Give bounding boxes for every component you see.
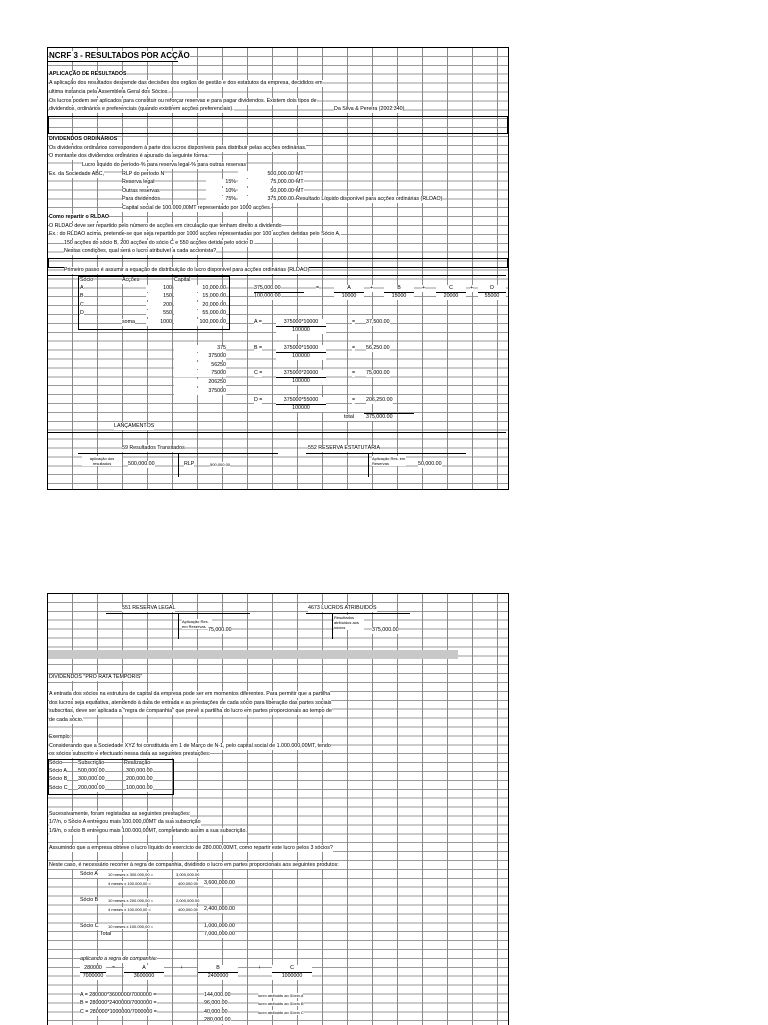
account-4673-divider (332, 613, 333, 639)
regra-c: C (272, 965, 312, 972)
dividendos-formula: Lucro líquido do período-% para reserva legal-% para outras reservas (82, 162, 246, 168)
calc-numerator: 375000*10000 (276, 319, 326, 326)
shares-soma-capital: 100,000.00 (174, 319, 226, 326)
calc-total-value: 375,000.00 (366, 414, 393, 420)
product-line-1: 10 meses x 200.000,00 = (108, 898, 154, 903)
aplicando-text: aplicando a regra de companhia: (80, 956, 158, 962)
product-total-value: 7,000,000.00 (204, 931, 235, 937)
eq-b: B (384, 285, 414, 292)
account-59-credit-value: 500,000.00 (210, 462, 231, 467)
dividendos-paragraph-1: Os dividendos ordinários correspondem à parte dos lucros disponíveis para distribuir pelas acções ordinárias. (49, 145, 307, 151)
blank-row-box (48, 116, 508, 134)
account-59-debit-label: aplicação dos resultados (82, 456, 122, 466)
shares-row-socio: C (80, 302, 84, 308)
prestacao-socio-a: 1/7/n, o Sócio A entregou mais 100.000,00MT da sua subscrição (49, 819, 201, 825)
account-551-label: Aplicação Res. em Reservas (182, 619, 212, 629)
result-note: lucro atribuido ao Sócio A (258, 993, 304, 998)
exemplo-label: Exemplo: (49, 734, 72, 740)
product-line-1: 10 meses x 100.000,00 = (108, 924, 154, 929)
calc-equals: = (352, 345, 356, 351)
eq-equals: = (316, 285, 320, 291)
ex-row-value: 50,000.00 (238, 188, 294, 195)
prorata-paragraph-4: de cada sócio. (49, 717, 84, 723)
subs-row-subscricao: 300,000.00 (78, 776, 105, 782)
product-value-1: 3,000,000.00 (176, 872, 200, 877)
subs-row-realizacao: 300,000.00 (126, 768, 153, 774)
regra-equals: = (112, 965, 116, 971)
account-551-title: 551 RESERVA LEGAL (122, 605, 176, 611)
calc-denominator: 100000 (276, 353, 326, 360)
shares-soma-accoes: 1000 (146, 319, 172, 326)
spreadsheet-page-1 (47, 47, 509, 490)
shares-header-capital: Capital (174, 277, 191, 283)
shares-header-socio: Sócio (80, 277, 94, 283)
prorata-paragraph-3: subscritas, deve ser aplicada a "regra de companhia" que prevê a partilha do lucro em partes proporcionais ao tempo de (49, 708, 332, 714)
account-4673-label: Resultados atribuidos aos sócios (334, 615, 364, 630)
shares-row-capital: 10,000.00 (174, 285, 226, 292)
como-paragraph-2: Ex.: do RLDAO acima, pretende-se que seja repartido por 1000 acções representadas por 100 acções detidas pelo Sócio A, (49, 231, 341, 237)
regra-a-value: 3600000 (124, 973, 164, 980)
eq-total-capital: 100,000.00 (254, 293, 281, 299)
calc-total-label: total (344, 414, 355, 420)
prorata-paragraph-1: A entrada dos sócios na estrutura de capital da empresa pode ser em momentos diferentes. Para permitir que a partilha (49, 691, 331, 697)
shares-row-socio: D (80, 310, 84, 316)
calc-denominator: 100000 (276, 405, 326, 412)
subs-row-realizacao: 200,000.00 (126, 776, 153, 782)
eq-a: A (334, 285, 364, 292)
example-label: Ex. da Sociedade ABC, (49, 171, 105, 177)
ex-row-value: 500,000.00 (238, 171, 294, 178)
shares-soma-label: soma (122, 319, 135, 325)
aplicacao-paragraph-1a: A aplicação dos resultados despende das decisões dos orgãos de gestão e dos estatutos da empresa, decididos em (49, 80, 323, 86)
result-expression: C = 280000*1000000/7000000 = (80, 1009, 157, 1015)
spreadsheet-page-2 (47, 593, 509, 1025)
account-552-value: 50,000.00 (418, 461, 442, 467)
shares-row-accoes: 100 (146, 285, 172, 292)
aplicacao-reference: Da Silva & Pereira (2002:340) (334, 106, 405, 112)
subs-row-subscricao: 200,000.00 (78, 785, 105, 791)
product-value-1: 2,000,000.00 (176, 898, 200, 903)
como-paragraph-4: Nestas condições, qual será o lucro atribuível a cada accionista? (64, 248, 217, 254)
ex-row-pct: 15% (206, 179, 236, 186)
subs-row-realizacao: 100,000.00 (126, 785, 153, 791)
result-value: 96,000.00 (204, 1000, 228, 1006)
result-expression: B = 280000*2400000/7000000 = (80, 1000, 157, 1006)
calc-column-value: 75000 (174, 370, 226, 377)
calc-result: 37,500.00 (366, 319, 390, 325)
regra-b: B (198, 965, 238, 972)
account-552-divider (368, 453, 369, 477)
ex-row-unit: MT (296, 171, 304, 177)
eq-d: D (478, 285, 506, 292)
account-4673-title: 4673 LUCROS ATRIBUIDOS (308, 605, 377, 611)
eq-c-value: 20000 (436, 293, 466, 300)
regra-lucro: 280000 (80, 965, 106, 972)
shares-header-accoes: Acções (122, 277, 140, 283)
como-paragraph-1: O RLDAO deve ser repartido pelo número de acções em circulação que tenham direito a dividendo (49, 223, 282, 229)
account-59-divider (178, 453, 179, 477)
eq-total: 375,000.00 (254, 285, 281, 291)
account-4673-value: 375,000.00 (372, 627, 399, 633)
como-heading: Como repartir o RLDAO (49, 214, 110, 220)
shares-row-accoes: 150 (146, 293, 172, 300)
aplicacao-heading: APLICAÇÃO DE RESULTADOS (49, 71, 127, 77)
eq-c-bar (436, 292, 466, 293)
account-59-title: 59 Resultados Transitados (122, 445, 185, 451)
calc-numerator: 375000*15000 (276, 345, 326, 352)
calc-result: 206,250.00 (366, 397, 393, 403)
shares-row-capital: 15,000.00 (174, 293, 226, 300)
dividendos-paragraph-2: O montante dos dividendos ordinários é apurado da seguinte forma: (49, 153, 209, 159)
product-value-2: 400,000.00 (178, 907, 199, 912)
results-total: 280,000.00 (204, 1017, 231, 1023)
calc-equals: = (352, 370, 356, 376)
product-socio: Sócio B (80, 897, 99, 903)
ex-row-note: Resultado Líquido disponível para acções ordinárias (RLDAO) (296, 196, 443, 202)
eq-c: C (436, 285, 466, 292)
exemplo-paragraph-1: Considerando que a Sociedade XYZ foi constituida em 1 de Março de N-1, pelo capital social de 1.000.000,00MT, tendo (49, 743, 331, 749)
page-title: NCRF 3 - RESULTADOS POR ACÇÃO (49, 51, 190, 60)
subs-row-socio: Sócio A (49, 768, 67, 774)
shares-row-accoes: 550 (146, 310, 172, 317)
sucessivamente-text: Sucessivamente, foram registadas as seguintes prestações: (49, 811, 191, 817)
calc-column-value: 375000 (174, 353, 226, 360)
account-551-divider (178, 613, 179, 639)
account-552-title: 552 RESERVA ESTATUTÁRIA (308, 445, 381, 451)
ex-row-label: Reserva legal (122, 179, 155, 185)
aplicacao-paragraph-2a: Os lucros podem ser aplicados para constituir ou reforçar reservas e para pagar dividendos. Existem dois tipos de (49, 98, 317, 104)
ex-row-unit: MT (296, 188, 304, 194)
product-sum: 2,400,000.00 (204, 906, 235, 912)
calc-column-value: 375 (174, 345, 226, 352)
calc-denominator: 100000 (276, 378, 326, 385)
eq-b-bar (384, 292, 414, 293)
prorata-heading: DIVIDENDOS "PRO RATA TEMPORIS" (49, 674, 143, 680)
calc-column-value: 56250 (174, 362, 226, 369)
result-note: lucro atribuido ao Sócio C (258, 1010, 304, 1015)
assumindo-question: Assumindo que a empresa obteve o lucro líquido do exercício de 280.000,00MT, como repartir este lucro pelos 3 sócios? (49, 845, 333, 851)
eq-fraction-bar (254, 292, 304, 293)
product-total-label: Total (100, 931, 112, 937)
subs-row-socio: Sócio C (49, 785, 68, 791)
result-value: 144,000.00 (204, 992, 231, 998)
product-socio: Sócio A (80, 871, 98, 877)
eq-a-bar (334, 292, 364, 293)
ex-row-value: 75,000.00 (238, 179, 294, 186)
eq-a-value: 10000 (334, 293, 364, 300)
shares-row-socio: A (80, 285, 84, 291)
calc-result: 56,250.00 (366, 345, 390, 351)
shares-row-socio: B (80, 293, 84, 299)
ex-row-pct: 10% (206, 188, 236, 195)
result-expression: A = 280000*3600000/7000000 = (80, 992, 157, 998)
calc-label: B = (254, 345, 263, 351)
lancamentos-label: LANÇAMENTOS (114, 423, 155, 429)
ex-row-value: 375,000.00 (238, 196, 294, 203)
calc-equals: = (352, 319, 356, 325)
calc-label: C = (254, 370, 263, 376)
product-socio: Sócio C (80, 923, 99, 929)
calc-label: A = (254, 319, 262, 325)
eq-d-bar (478, 292, 506, 293)
prorata-paragraph-2: dos lucros seja equitativa, atendendo à data de entrada e as prestações de cada sócio para liberação das partes sociais (49, 700, 332, 706)
product-sum: 3,600,000.00 (204, 880, 235, 886)
subs-header-socio: Sócio (49, 760, 63, 766)
product-line-1: 10 meses x 300.000,00 = (108, 872, 154, 877)
account-552-label: Aplicação Res. em Reservas (372, 456, 406, 466)
subs-row-subscricao: 500,000.00 (78, 768, 105, 774)
ex-row-unit: MT (296, 179, 304, 185)
product-sum: 1,000,000.00 (204, 923, 235, 929)
eq-b-value: 15000 (384, 293, 414, 300)
calc-numerator: 375000*55000 (276, 397, 326, 404)
subs-header-subscricao: Subscrição (78, 760, 105, 766)
regra-plus: + (258, 965, 262, 971)
calc-column-value: 375000 (174, 388, 226, 395)
shares-row-capital: 20,000.00 (174, 302, 226, 309)
aplicacao-paragraph-1b: ultima instancia pela Assembleia Geral dos Sócios. (49, 89, 169, 95)
regra-b-value: 2400000 (198, 973, 238, 980)
product-value-2: 400,000.00 (178, 881, 199, 886)
product-line-2: 4 meses x 100.000,00 = (108, 907, 151, 912)
aplicacao-paragraph-2b: dividendos, ordinários e preferenciais (quando existirem acções preferenciais). (49, 106, 234, 112)
regra-c-value: 1000000 (272, 973, 312, 980)
subs-row-socio: Sócio B (49, 776, 68, 782)
ex-row-pct: 75% (206, 196, 236, 203)
account-59-credit-label: RLP (184, 461, 195, 467)
neste-caso-text: Neste caso, é necessário recorrer à regra de companhia, dividindo o lucro em partes proporcionais aos seguintes produtos: (49, 862, 339, 868)
calc-denominator: 100000 (276, 327, 326, 334)
regra-plus: + (180, 965, 184, 971)
eq-plus: + (422, 285, 426, 291)
eq-d-value: 55000 (478, 293, 506, 300)
calc-equals: = (352, 397, 356, 403)
calc-label: D = (254, 397, 263, 403)
title-underline (48, 61, 178, 62)
regra-a: A (124, 965, 164, 972)
prestacao-socio-b: 1/9/n, o sócio B entregou mais 100.000,00MT, completando assim a sua subscrição. (49, 828, 247, 834)
ex-row-label: Para dividendos (122, 196, 160, 202)
primeiro-passo-text: Primeiro passo é assumir a equação de distribuição do lucro disponivel para acções ordinárias (RLDAO) (64, 267, 310, 273)
subs-header-realizacao: Realização (124, 760, 151, 766)
ex-row-label: RLP do período N (122, 171, 165, 177)
eq-plus: + (370, 285, 374, 291)
account-59-debit-value: 500,000.00 (128, 461, 155, 467)
eq-plus: + (470, 285, 474, 291)
section-divider (48, 432, 506, 433)
gray-band (48, 650, 458, 659)
shares-row-capital: 55,000.00 (174, 310, 226, 317)
como-paragraph-3: 150 acções do sócio B, 200 acções do sócio C e 550 acções detida pelo sócio D. (64, 240, 255, 246)
capital-social-note: Capital social de 100.000,00MT representado por 1000 acções. (122, 205, 272, 211)
ex-row-label: Outras reservas (122, 188, 160, 194)
account-4673-top-rule (306, 613, 410, 614)
account-551-value: 75,000.00 (208, 627, 232, 633)
calc-total-rule (364, 413, 414, 414)
result-value: 40,000.00 (204, 1009, 228, 1015)
dividendos-heading: DIVIDENDOS ORDINÁRIOS (49, 136, 118, 142)
calc-column-value: 206250 (174, 379, 226, 386)
exemplo-paragraph-2: os sócios subscrito e efectuado nessa data as seguintes prestações: (49, 751, 211, 757)
regra-total: 7000000 (80, 973, 106, 980)
shares-row-accoes: 200 (146, 302, 172, 309)
calc-result: 75,000.00 (366, 370, 390, 376)
result-note: lucro atribuido ao Sócio B (258, 1001, 304, 1006)
product-line-2: 4 meses x 100.000,00 = (108, 881, 151, 886)
calc-numerator: 375000*20000 (276, 370, 326, 377)
account-552-top-rule (306, 453, 466, 454)
